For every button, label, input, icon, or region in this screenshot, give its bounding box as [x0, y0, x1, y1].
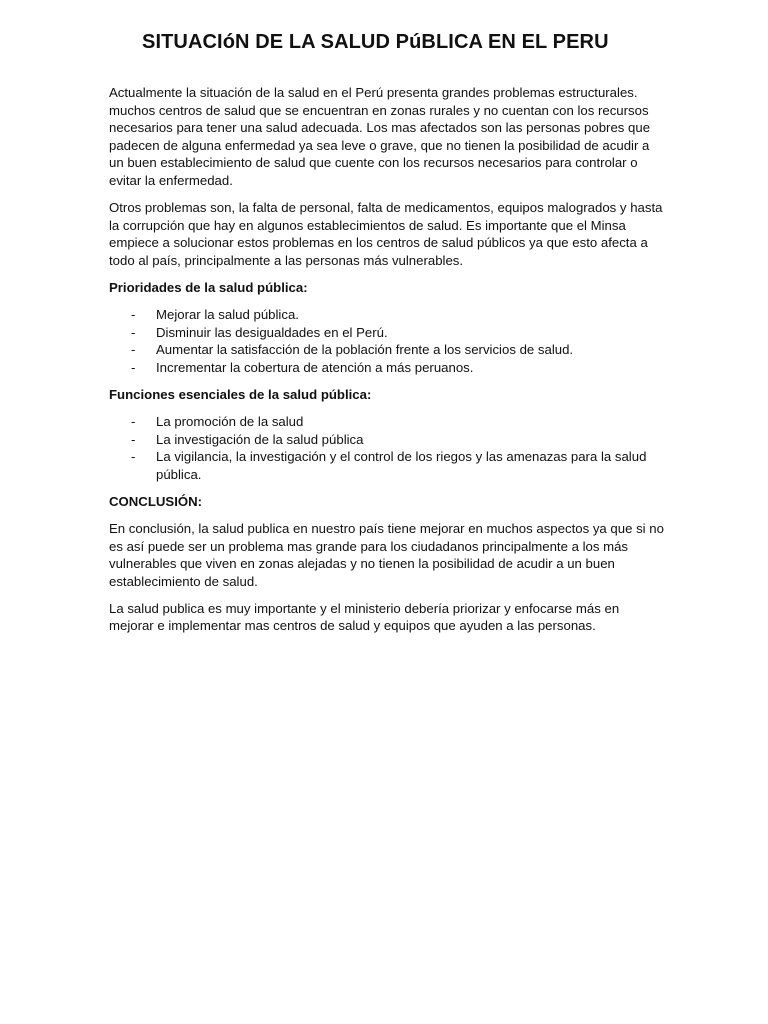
dash-bullet: - — [131, 449, 136, 465]
list-item — [109, 448, 665, 483]
list-item-text: La promoción de la salud — [156, 414, 304, 429]
conclusion-paragraph: En conclusión, la salud publica en nuestro país tiene mejorar en muchos aspectos ya que si no es así puede ser un problema mas grande para los ciudadanos principalmente a los más vulnerables que viven en zonas alejadas y no tienen la posibilidad de acudir a un buen establecimiento de salud. — [109, 520, 664, 589]
functions-heading: Funciones esenciales de la salud pública: — [109, 386, 372, 402]
list-item — [109, 413, 665, 431]
functions-list — [109, 413, 665, 483]
list-item-text: Aumentar la satisfacción de la población frente a los servicios de salud. — [156, 342, 574, 358]
dash-bullet: - — [131, 324, 136, 340]
priorities-heading: Prioridades de la salud pública: — [109, 279, 308, 295]
list-item-text: La vigilancia, la investigación y el control de los riegos y las amenazas para la salud pública. — [156, 449, 647, 482]
dash-bullet: - — [131, 431, 136, 447]
document-title: SITUACIóN DE LA SALUD PúBLICA EN EL PERU — [142, 31, 609, 53]
list-item-text: Mejorar la salud pública. — [156, 307, 299, 323]
dash-bullet: - — [131, 359, 136, 375]
list-item-text: La investigación de la salud pública — [156, 431, 364, 447]
conclusion-heading: CONCLUSIÓN: — [109, 493, 203, 509]
conclusion-paragraph: La salud publica es muy importante y el ministerio debería priorizar y enfocarse más en mejorar e implementar mas centros de salud y equipos que ayuden a las personas. — [109, 600, 620, 634]
dash-bullet: - — [131, 414, 136, 429]
list-item — [109, 359, 665, 377]
intro-paragraph: Otros problemas son, la falta de personal, falta de medicamentos, equipos malogrados y hasta la corrupción que hay en algunos establecimientos de salud. Es importante que el Minsa empiece a solucionar estos problemas en los centros de salud públicos ya que esto afecta a todo al país, principalmente a las personas más vulnerables. — [109, 200, 663, 268]
dash-bullet: - — [131, 342, 136, 358]
list-item-text: Incrementar la cobertura de atención a más peruanos. — [156, 359, 474, 375]
dash-bullet: - — [131, 307, 136, 323]
list-item — [109, 306, 665, 324]
list-item-text: Disminuir las desigualdades en el Perú. — [156, 324, 388, 340]
document-body — [109, 84, 665, 645]
intro-paragraph: Actualmente la situación de la salud en el Perú presenta grandes problemas estructurales. muchos centros de salud que se encuentran en zonas rurales y no cuentan con los recursos necesarios para tener una salud adecuada. Los mas afectados son las personas pobres que padecen de alguna enfermedad ya sea leve o grave, que no tienen la posibilidad de acudir a un buen establecimiento de salud que cuente con los recursos necesarios para controlar o evitar la enfermedad. — [109, 85, 651, 188]
list-item — [109, 324, 665, 342]
priorities-list — [109, 306, 665, 376]
list-item — [109, 431, 665, 449]
list-item — [109, 341, 665, 359]
